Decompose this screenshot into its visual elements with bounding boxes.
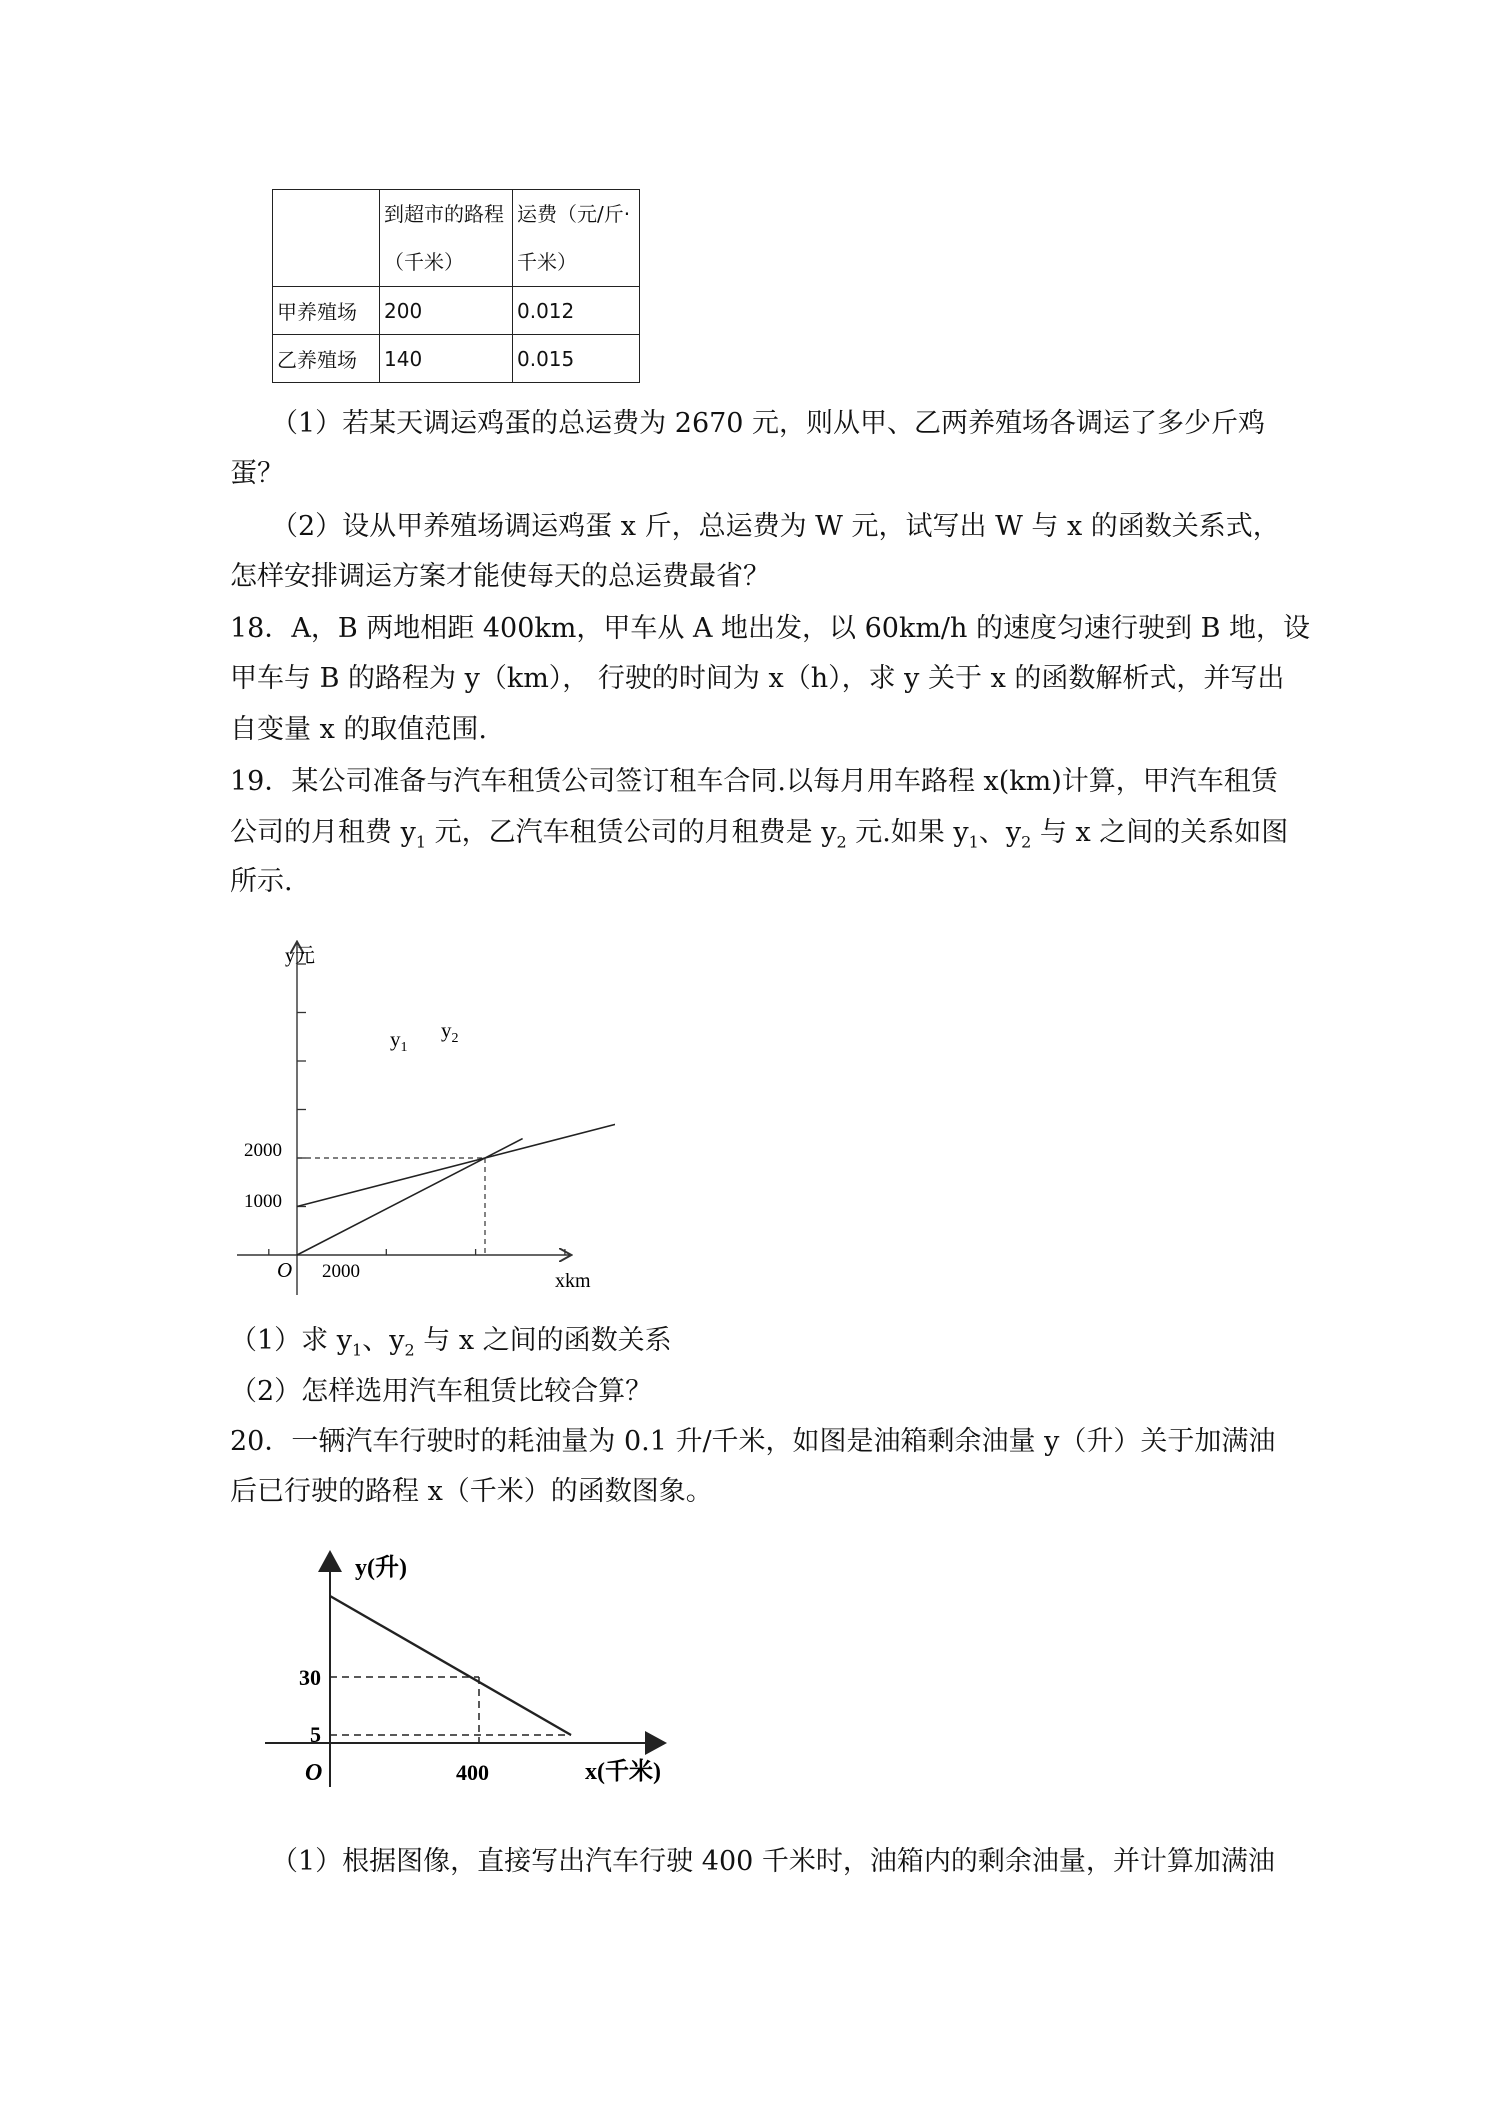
q19-part2: （2）怎样选用汽车租赁比较合算？: [230, 1376, 653, 1407]
freight-table: [272, 189, 640, 383]
subscript-1: 1: [415, 832, 427, 852]
series-label-y: y: [441, 1018, 452, 1042]
cost-cell: 0.015: [513, 335, 640, 383]
q19-part1-c: 与 x 之间的函数关系: [414, 1325, 672, 1356]
subscript-1: 1: [352, 1340, 363, 1360]
q19-line2-part-a: 公司的月租费 y: [230, 817, 416, 848]
axis-ticks: [269, 925, 615, 1255]
y-axis-label: y元: [285, 945, 315, 967]
q19-part1-a: （1）求 y: [230, 1325, 353, 1356]
cost-header-line2: 千米）: [517, 250, 577, 274]
subscript-2: 2: [836, 832, 847, 852]
y-tick-label-1000: 1000: [244, 1191, 282, 1212]
table-header-row: [273, 190, 640, 287]
x-axis-label: xkm: [555, 1270, 591, 1292]
cost-header: [513, 190, 640, 287]
table-row: [273, 335, 640, 383]
rental-cost-graph: [225, 925, 615, 1305]
cost-header-line1: 运费（元/斤·: [517, 202, 631, 226]
q19-line1: 19．某公司准备与汽车租赁公司签订租车合同.以每月用车路程 x(km)计算，甲汽车租赁: [230, 766, 1278, 797]
subscript-2: 2: [1021, 832, 1032, 852]
y-tick-label-30: 30: [299, 1665, 321, 1690]
q19-line2-part-c: 元.如果 y: [846, 817, 969, 848]
series-label-sub: 1: [400, 1040, 408, 1055]
farm-name-cell: 乙养殖场: [273, 335, 380, 383]
q18-line1: 18．A，B 两地相距 400km，甲车从 A 地出发，以 60km/h 的速度匀速行驶到 B 地，设: [230, 613, 1310, 644]
y-tick-label-2000: 2000: [244, 1140, 282, 1161]
q17-part1-line1: （1）若某天调运鸡蛋的总运费为 2670 元，则从甲、乙两养殖场各调运了多少斤鸡: [271, 408, 1266, 439]
x-tick-label-400: 400: [456, 1760, 489, 1785]
q19-line2-part-e: 与 x 之间的关系如图: [1031, 817, 1289, 848]
distance-header: [380, 190, 513, 287]
q20-part1: （1）根据图像，直接写出汽车行驶 400 千米时，油箱内的剩余油量，并计算加满油: [271, 1846, 1275, 1877]
q19-line2-part-b: 元，乙汽车租赁公司的月租费是 y: [426, 817, 837, 848]
series-y2-line: [297, 1117, 615, 1207]
origin-label: O: [277, 1258, 293, 1282]
distance-header-line2: （千米）: [384, 250, 464, 274]
q17-part2-line1: （2）设从甲养殖场调运鸡蛋 x 斤，总运费为 W 元，试写出 W 与 x 的函数关系式，: [271, 511, 1280, 542]
distance-header-line1: 到超市的路程: [384, 202, 504, 226]
subscript-2: 2: [404, 1340, 415, 1360]
series-y1-label: [390, 1027, 408, 1055]
q18-line2: 甲车与 B 的路程为 y（km）， 行驶的时间为 x（h），求 y 关于 x 的函数解析式，并写出: [230, 663, 1285, 694]
farm-name-cell: 甲养殖场: [273, 287, 380, 335]
x-axis-label: x(千米): [585, 1759, 661, 1785]
series-y2-label: [441, 1018, 459, 1046]
x-tick-label-2000: 2000: [322, 1261, 360, 1282]
fuel-line: [330, 1596, 571, 1735]
fuel-graph: [255, 1540, 715, 1810]
table-row: [273, 287, 640, 335]
q19-line2: [230, 818, 1288, 857]
distance-cell: 140: [380, 335, 513, 383]
q19-line2-part-d: 、y: [978, 817, 1022, 848]
table-corner-cell: [273, 190, 380, 287]
origin-label: O: [305, 1760, 323, 1786]
q18-line3: 自变量 x 的取值范围.: [230, 714, 487, 745]
series-label-sub: 2: [451, 1031, 459, 1046]
distance-cell: 200: [380, 287, 513, 335]
q20-line1: 20．一辆汽车行驶时的耗油量为 0.1 升/千米，如图是油箱剩余油量 y（升）关于加满油: [230, 1426, 1276, 1457]
subscript-1: 1: [968, 832, 979, 852]
y-tick-label-5: 5: [310, 1722, 321, 1747]
q17-part2-line2: 怎样安排调运方案才能使每天的总运费最省？: [230, 561, 770, 592]
q20-line2: 后已行驶的路程 x（千米）的函数图象。: [230, 1476, 713, 1507]
cost-cell: 0.012: [513, 287, 640, 335]
series-label-y: y: [390, 1027, 401, 1051]
q17-part1-line2: 蛋？: [230, 458, 284, 489]
y-axis-label: y(升): [355, 1555, 407, 1581]
q19-part1-b: 、y: [362, 1325, 405, 1356]
series-y1-line: [297, 1139, 523, 1255]
q19-line3: 所示.: [230, 866, 293, 897]
q19-part1: [230, 1326, 672, 1365]
